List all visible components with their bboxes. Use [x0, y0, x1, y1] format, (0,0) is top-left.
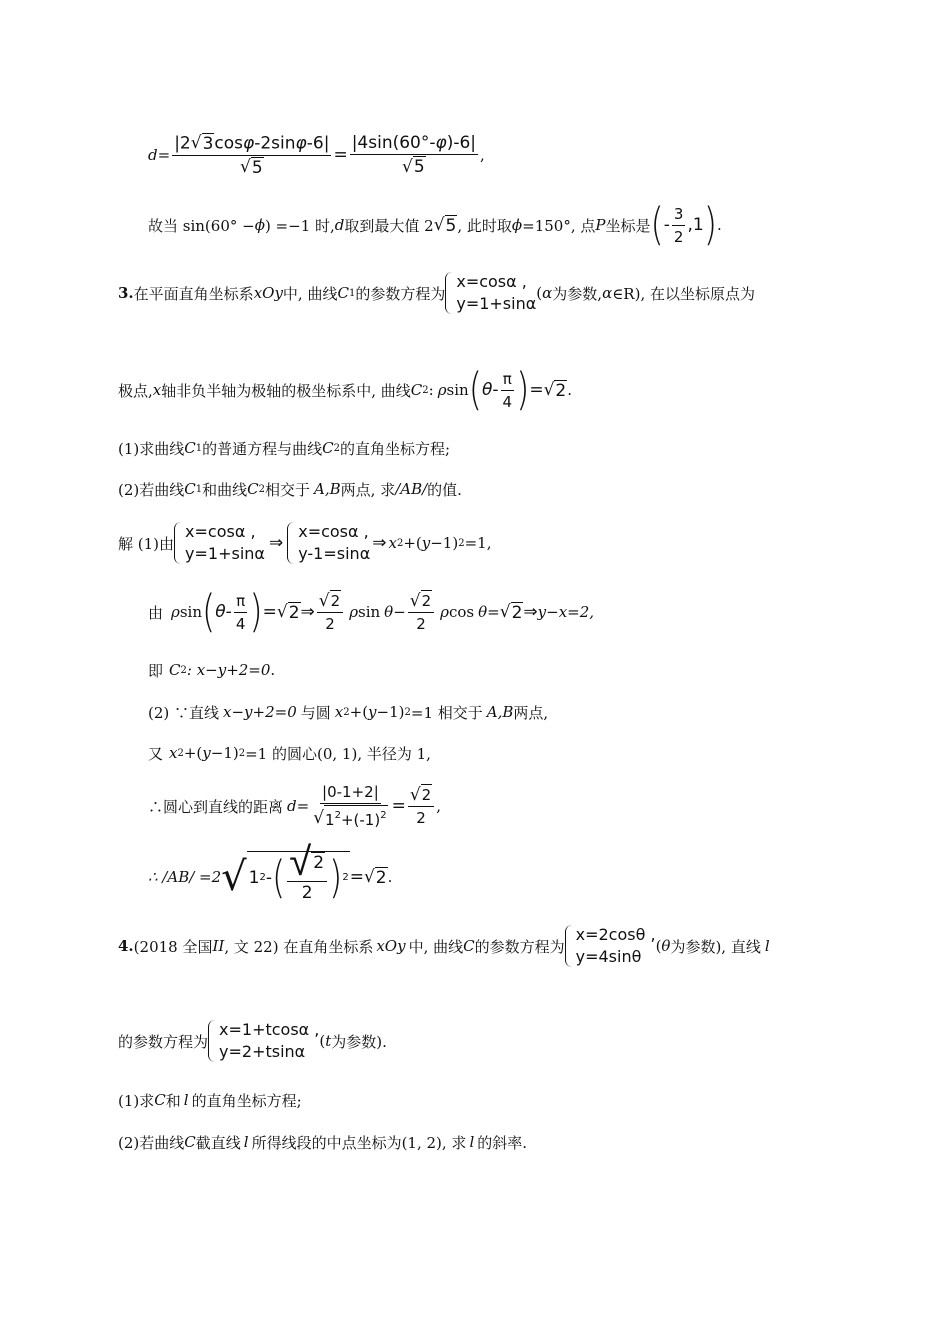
phi-symbol-2: ϕ: [511, 216, 523, 234]
alpha: α: [602, 284, 613, 302]
text: , 文 22) 在直角坐标系: [224, 937, 374, 956]
theta: θ: [481, 380, 493, 400]
equals: =: [296, 797, 310, 815]
fraction-2: [350, 133, 478, 177]
text: 在平面直角坐标系: [133, 284, 254, 303]
period: .: [567, 381, 573, 399]
text: 截直线: [195, 1133, 241, 1152]
point-a: A,: [486, 703, 503, 721]
right-paren: ): [516, 364, 530, 416]
text: y−x=2,: [537, 603, 595, 621]
superscript: 2: [404, 706, 411, 718]
theta: θ: [478, 603, 488, 621]
question-number: 4.: [118, 937, 134, 955]
text: +(: [403, 534, 422, 552]
c1: C: [337, 284, 349, 302]
sqrt-5: √ 5: [433, 215, 457, 236]
line-equation: x−y+2=0: [223, 703, 297, 721]
text: 所得线段的中点坐标为(1, 2), 求: [251, 1133, 467, 1152]
subscript: 1: [195, 483, 203, 495]
question-4-part-1: [118, 1088, 302, 1112]
root2-over-2: √ 2 2: [408, 590, 434, 634]
text: 为参数,: [552, 284, 603, 303]
fraction-3-2: $\frac{3}{2}$: [673, 204, 684, 246]
alpha: α: [542, 284, 553, 302]
line-l: l: [469, 1133, 475, 1151]
text-f: =150°, 点: [522, 216, 596, 235]
parametric-system-l: x=1+tcosα , y=2+tsinα: [208, 1019, 319, 1063]
text: (: [319, 1032, 326, 1050]
implies-arrow: ⇒: [372, 533, 387, 553]
fraction-1: [172, 133, 331, 178]
text-c: 取到最大值 2: [344, 216, 434, 235]
minus-sign: -: [663, 215, 670, 235]
text: =1 的圆心(0, 1), 半径为 1,: [245, 744, 431, 763]
superscript: 2: [396, 537, 404, 549]
eq-row-2: y=1+sinα: [456, 294, 537, 313]
sqrt-3: √ 3: [190, 133, 214, 154]
text: ∴ /AB/ =2: [148, 868, 222, 886]
solution-line-2: [148, 588, 594, 636]
xoy: xOy: [376, 937, 406, 955]
text: ∈R), 在以坐标原点为: [612, 284, 755, 303]
rho: ρ: [437, 381, 447, 399]
equals-2: =: [333, 145, 348, 165]
text: 又: [148, 744, 164, 763]
d-var: d: [148, 146, 158, 164]
eq-row-1: x=cosα ,: [456, 272, 527, 291]
solution-line-6: [148, 780, 441, 832]
fraction-2-numerator: |4sin(60°-φ)-6|: [351, 133, 477, 153]
curve-c: C: [154, 1091, 166, 1109]
equals: =: [391, 796, 406, 816]
cos: cos: [449, 603, 475, 621]
period: .: [716, 216, 722, 234]
text: 的参数方程为: [355, 284, 446, 303]
question-4-part-2: [118, 1130, 527, 1154]
xoy: xOy: [253, 284, 283, 302]
text: 与圆: [300, 703, 331, 722]
theta: θ: [661, 937, 671, 955]
theta: θ: [215, 602, 226, 622]
text: =1 相交于: [410, 703, 483, 722]
text: 为参数).: [331, 1032, 387, 1051]
question-4-line-1: [118, 920, 770, 972]
minus: -: [225, 602, 232, 622]
text: 的值.: [427, 480, 462, 499]
text: −1): [210, 744, 239, 762]
y-var: y: [202, 744, 211, 762]
text: 的直角坐标方程;: [191, 1091, 302, 1110]
text: 相交于: [264, 480, 310, 499]
text: (: [536, 284, 543, 302]
question-3-line-2: [118, 366, 572, 414]
text: 和: [165, 1091, 181, 1110]
solution-line-5: [148, 741, 431, 765]
equals: =: [349, 867, 364, 887]
x-var: x: [334, 703, 344, 721]
equals: =: [262, 602, 277, 622]
text: 为参数), 直线: [670, 937, 761, 956]
left-paren: (: [468, 364, 482, 416]
text-e: , 此时取: [457, 216, 512, 235]
text-g: 坐标是: [605, 216, 651, 235]
text: 解 (1)由: [118, 534, 175, 553]
sin: sin: [446, 381, 469, 399]
x-var: x: [152, 381, 162, 399]
text: (1)求: [118, 1091, 155, 1110]
superscript: 2: [238, 747, 246, 759]
system-1: x=cosα , y=1+sinα: [174, 521, 265, 565]
superscript: 2: [343, 706, 350, 718]
implies-arrow: ⇒: [268, 533, 284, 553]
c2: C: [322, 439, 334, 457]
equals: =: [529, 380, 544, 400]
subscript: 2: [333, 442, 340, 454]
text: (2018 全国: [133, 937, 213, 956]
point-p: P: [595, 216, 606, 234]
c2: C: [410, 381, 423, 399]
solution-line-3: [148, 658, 275, 682]
equals: =: [487, 603, 500, 621]
x-var: x: [388, 534, 397, 552]
curve-c: C: [184, 1133, 196, 1151]
roman-ii: II: [212, 937, 225, 955]
fraction-1-denominator: √ 5: [239, 157, 263, 178]
text: 的普通方程与曲线: [202, 439, 323, 458]
text-a: 故当 sin(60° −: [148, 216, 255, 235]
d-var: d: [334, 216, 345, 234]
text: (2) ∵直线: [148, 703, 220, 722]
text: (2)若曲线: [118, 1133, 185, 1152]
distance-fraction: |0-1+2| √ $1^2+(-1)^2$: [313, 783, 387, 829]
system-2: x=cosα , y-1=sinα: [287, 521, 370, 565]
left-paren: (: [650, 199, 664, 251]
text: 的参数方程为: [118, 1032, 209, 1051]
point-a: A,: [314, 480, 330, 498]
question-3-line-1: [118, 268, 755, 318]
right-paren: ): [703, 199, 717, 251]
minus: −: [393, 603, 406, 621]
max-value-line: [148, 199, 722, 251]
y-var: y: [368, 703, 377, 721]
text: −1): [376, 703, 405, 721]
text: −1): [430, 534, 459, 552]
c1: C: [184, 439, 196, 457]
text: 即: [148, 661, 164, 680]
pi-over-4: $\frac{\pi}{4}$: [235, 591, 246, 633]
text: 轴非负半轴为极轴的极坐标系中, 曲线: [161, 381, 411, 400]
text: 两点, 求: [340, 480, 396, 499]
equals: =: [157, 146, 171, 164]
implies-arrow: ⇒: [300, 602, 315, 622]
c2: C: [247, 480, 259, 498]
line-l: l: [243, 1133, 249, 1151]
t-var: t: [325, 1032, 332, 1050]
pi-over-4: $\frac{\pi}{4}$: [502, 369, 513, 411]
text: ∴圆心到直线的距离: [148, 797, 284, 816]
text-h: ,1: [687, 215, 704, 235]
sqrt-2: √ 2: [543, 380, 567, 401]
text: 的参数方程为: [474, 937, 565, 956]
sqrt-2: √ 2: [276, 602, 300, 623]
question-3-part-1: [118, 436, 450, 460]
point-b: B: [502, 703, 514, 721]
text: :: [428, 381, 434, 399]
fraction-2-denominator: √ 5: [402, 156, 425, 177]
subscript: 2: [422, 384, 429, 396]
text: 两点,: [513, 703, 549, 722]
fraction-1-numerator: |2 √ 3 cosφ-2sinφ-6|: [174, 133, 330, 154]
distance-formula-line: [148, 130, 485, 180]
solution-line-7: [148, 839, 393, 908]
text: 中, 曲线: [408, 937, 464, 956]
text: 的斜率.: [477, 1133, 528, 1152]
text: 和曲线: [202, 480, 248, 499]
implies-arrow: ⇒: [523, 602, 538, 622]
text: (2)若曲线: [118, 480, 185, 499]
period: .: [387, 868, 393, 886]
c2: C: [169, 661, 181, 679]
line-l: l: [764, 937, 770, 955]
rho: ρ: [349, 603, 359, 621]
text-b: ) =−1 时,: [264, 216, 335, 235]
point-b: B: [329, 480, 341, 498]
curve-c: C: [463, 937, 475, 955]
left-paren: (: [202, 586, 216, 638]
solution-line-4: [148, 700, 548, 724]
text: 的直角坐标方程;: [339, 439, 451, 458]
question-3-part-2: [118, 477, 462, 501]
solution-line-1: [118, 518, 491, 568]
sqrt-2: √ 2: [363, 867, 387, 888]
sin: sin: [358, 603, 381, 621]
root2-over-2: √ 2 2: [408, 784, 434, 828]
text: 由: [148, 603, 164, 622]
question-4-line-2: [118, 1016, 387, 1066]
rho: ρ: [171, 603, 180, 621]
rho: ρ: [440, 603, 449, 621]
right-paren: ): [249, 586, 263, 638]
superscript: 2: [177, 747, 184, 759]
subscript: 1: [195, 442, 203, 454]
text: +(: [183, 744, 203, 762]
sin: sin: [179, 603, 202, 621]
minus: -: [492, 380, 499, 400]
sqrt-2: √ 2: [499, 602, 523, 623]
comma: ,: [480, 146, 485, 164]
subscript: 2: [258, 483, 265, 495]
equation: : x−y+2=0.: [186, 661, 276, 679]
ab-length: /AB/: [395, 480, 428, 498]
text: (: [655, 937, 662, 955]
phi-symbol: ϕ: [254, 216, 265, 234]
big-sqrt: √ 1 2 - ( √ 2 2 ) 2: [221, 839, 349, 904]
subscript: 2: [180, 664, 187, 676]
d-var: d: [287, 797, 297, 815]
text: =1,: [464, 534, 492, 552]
text: 极点,: [118, 381, 153, 400]
comma: ,: [436, 797, 441, 815]
theta: θ: [384, 603, 394, 621]
y-var: y: [421, 534, 431, 552]
question-number: 3.: [118, 284, 134, 302]
x-var: x: [169, 744, 178, 762]
text: +(: [349, 703, 369, 721]
subscript: 1: [348, 287, 356, 299]
text: (1)求曲线: [118, 439, 185, 458]
line-l: l: [183, 1091, 189, 1109]
parametric-system-c1: [445, 271, 536, 315]
parametric-system-c: x=2cosθ , y=4sinθ: [565, 924, 656, 968]
superscript: 2: [458, 537, 465, 549]
root2-over-2: √ 2 2: [317, 590, 343, 634]
text: 中, 曲线: [282, 284, 338, 303]
c1: C: [184, 480, 196, 498]
